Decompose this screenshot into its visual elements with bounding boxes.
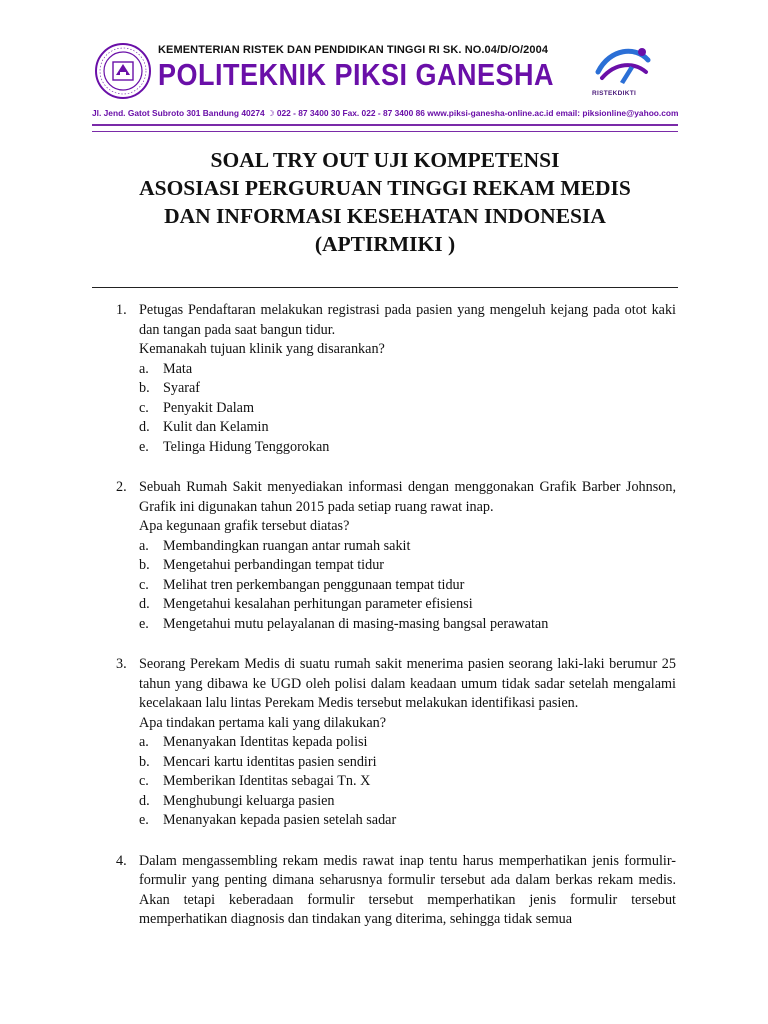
option-text: Menanyakan Identitas kepada polisi — [163, 734, 368, 750]
answer-option[interactable] — [139, 556, 676, 576]
option-text: Kulit dan Kelamin — [163, 419, 269, 435]
option-letter: b. — [139, 380, 150, 396]
option-letter: d. — [139, 596, 150, 612]
title-line: ASOSIASI PERGURUAN TINGGI REKAM MEDIS — [139, 176, 631, 200]
option-text: Menghubungi keluarga pasien — [163, 792, 335, 809]
option-text: Telinga Hidung Tenggorokan — [163, 438, 330, 455]
answer-option[interactable] — [139, 418, 676, 438]
option-letter: b. — [139, 557, 150, 573]
question-number: 2. — [116, 479, 127, 495]
option-letter: e. — [139, 812, 149, 828]
answer-option[interactable] — [139, 537, 676, 557]
letterhead — [92, 40, 678, 122]
option-text: Mencari kartu identitas pasien sendiri — [163, 753, 377, 770]
option-letter: a. — [139, 734, 149, 750]
question-text: Dalam mengassembling rekam medis rawat inap tentu harus memperhatikan jenis formulir-formulir yang penting dimana seharusnya formulir tersebut ada dalam berkas rekam medis. Akan tetapi keberadaan formulir tersebut memperhatikan jenis formulir tersebut memperhatikan diagnosis dan tindakan yang diterima, sehingga tidak semua — [139, 852, 676, 927]
option-text: Penyakit Dalam — [163, 399, 255, 416]
option-text: Mata — [163, 360, 193, 377]
question-item — [116, 655, 676, 831]
option-text: Mengetahui perbandingan tempat tidur — [163, 557, 385, 573]
question-prompt: Apa tindakan pertama kali yang dilakukan? — [139, 714, 387, 731]
option-letter: c. — [139, 576, 149, 593]
answer-option[interactable] — [139, 792, 676, 812]
option-text: Syaraf — [163, 380, 201, 396]
question-list — [116, 301, 676, 951]
answer-option[interactable] — [139, 360, 676, 380]
question-prompt: Kemanakah tujuan klinik yang disarankan? — [139, 341, 385, 357]
question-item — [116, 301, 676, 457]
answer-option[interactable] — [139, 576, 676, 596]
question-text: Petugas Pendaftaran melakukan registrasi pada pasien yang mengeluh kejang pada otot kaki dan tangan pada saat bangun tidur. — [139, 302, 676, 338]
answer-option[interactable] — [139, 399, 676, 419]
option-letter: a. — [139, 537, 149, 554]
option-text: Mengetahui mutu pelayalanan di masing-masing bangsal perawatan — [163, 615, 549, 632]
question-text: Seorang Perekam Medis di suatu rumah sakit menerima pasien seorang laki-laki berumur 25 tahun yang dibawa ke UGD oleh polisi dalam keadaan umum tidak sadar setelah mengalami kecelakaan lalu lintas Perekam Medis tersebut melakukan identifikasi pasien. — [139, 656, 676, 711]
option-letter: d. — [139, 419, 150, 435]
ristekdikti-logo — [590, 42, 656, 90]
question-number: 4. — [116, 852, 127, 869]
ministry-line: KEMENTERIAN RISTEK DAN PENDIDIKAN TINGGI RI SK. NO.04/D/O/2004 — [158, 44, 549, 56]
title-line: DAN INFORMASI KESEHATAN INDONESIA — [164, 204, 606, 228]
title-line: (APTIRMIKI ) — [314, 232, 456, 256]
option-text: Mengetahui kesalahan perhitungan parameter efisiensi — [163, 596, 473, 612]
answer-option[interactable] — [139, 615, 676, 635]
question-item — [116, 478, 676, 634]
answer-option[interactable] — [139, 772, 676, 792]
option-text: Memberikan Identitas sebagai Tn. X — [163, 773, 371, 789]
option-text: Menanyakan kepada pasien setelah sadar — [163, 812, 397, 828]
answer-option[interactable] — [139, 379, 676, 399]
title-divider — [92, 287, 678, 288]
institution-seal-logo — [94, 42, 152, 100]
answer-option[interactable] — [139, 753, 676, 773]
letterhead-divider — [92, 124, 678, 132]
title-line: SOAL TRY OUT UJI KOMPETENSI — [210, 148, 560, 172]
option-letter: c. — [139, 399, 149, 416]
option-letter: b. — [139, 753, 150, 770]
option-letter: e. — [139, 438, 149, 455]
address-line: Jl. Jend. Gatot Subroto 301 Bandung 40274 ☽ 022 - 87 3400 30 Fax. 022 - 87 3400 86 www.piksi-ganesha-online.ac.id email: piksionline@yahoo.com — [92, 108, 679, 118]
ristekdikti-label: RISTEKDIKTI — [592, 90, 637, 97]
option-text: Membandingkan ruangan antar rumah sakit — [163, 537, 411, 554]
option-letter: a. — [139, 360, 149, 377]
answer-option[interactable] — [139, 733, 676, 753]
option-letter: c. — [139, 773, 149, 789]
option-letter: d. — [139, 792, 150, 809]
question-prompt: Apa kegunaan grafik tersebut diatas? — [139, 518, 350, 534]
answer-option[interactable] — [139, 438, 676, 458]
question-item — [116, 852, 676, 930]
document-title — [92, 146, 678, 258]
question-number: 1. — [116, 302, 127, 318]
answer-option[interactable] — [139, 811, 676, 831]
question-text: Sebuah Rumah Sakit menyediakan informasi dengan menggonakan Grafik Barber Johnson, Grafik ini digunakan tahun 2015 pada setiap ruang rawat inap. — [139, 479, 676, 515]
option-text: Melihat tren perkembangan penggunaan tempat tidur — [163, 576, 465, 593]
answer-option[interactable] — [139, 595, 676, 615]
question-number: 3. — [116, 656, 127, 672]
institution-name: POLITEKNIK PIKSI GANESHA — [158, 58, 555, 92]
option-letter: e. — [139, 615, 149, 632]
